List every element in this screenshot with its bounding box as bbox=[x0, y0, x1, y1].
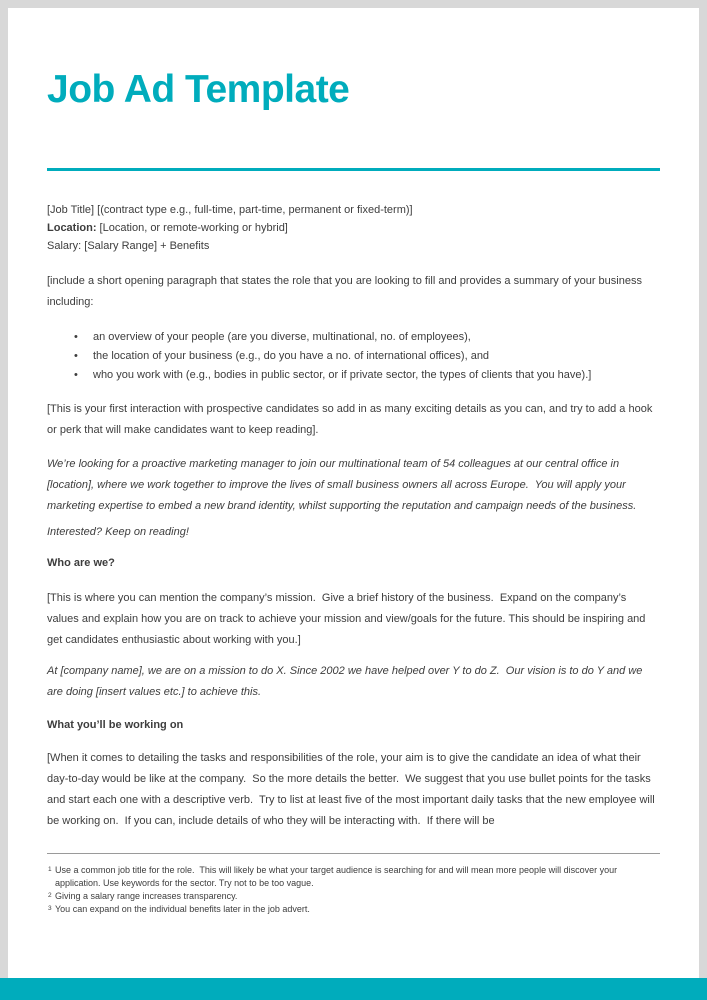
footer-accent-bar bbox=[0, 978, 707, 1000]
who-are-we-heading: Who are we? bbox=[47, 557, 115, 569]
footnote-number: 1 bbox=[48, 866, 52, 873]
location-line bbox=[47, 219, 660, 237]
hook-paragraph: [This is your first interaction with prospective candidates so add in as many exciting details as you can, and try to add a hook or perk that will make candidates want to keep reading]. bbox=[47, 403, 656, 436]
list-item: • an overview of your people (are you diverse, multinational, no. of employees), bbox=[47, 328, 660, 347]
working-on-paragraph: [When it comes to detailing the tasks and responsibilities of the role, your aim is to give the candidate an idea of what their day-to-day would be like at the company. So the more details the better. We suggest that you use bullet points for the tasks and start each one with a descriptive verb. Try to list at least five of the most important daily tasks that the new employee will be working on. If you can, include details of who they will be interacting with. If there will be bbox=[47, 752, 658, 827]
footnote-text: Giving a salary range increases transparency. bbox=[55, 891, 238, 901]
working-on-heading: What you’ll be working on bbox=[47, 719, 184, 731]
footnote-text: You can expand on the individual benefits later in the job advert. bbox=[55, 904, 310, 914]
footnote bbox=[47, 903, 660, 916]
footnote-number: 2 bbox=[48, 892, 52, 899]
list-item: • who you work with (e.g., bodies in public sector, or if private sector, the types of clients that you have).] bbox=[47, 366, 660, 385]
footnotes-block bbox=[47, 853, 660, 916]
page-content bbox=[47, 70, 660, 916]
footnote bbox=[47, 890, 660, 903]
title-divider bbox=[47, 168, 660, 171]
document-page bbox=[8, 8, 699, 979]
job-title-line: [Job Title] [(contract type e.g., full-time, part-time, permanent or fixed-term)] bbox=[47, 204, 413, 216]
salary-line: Salary: [Salary Range] + Benefits bbox=[47, 240, 210, 252]
footnote-text: Use a common job title for the role. This will likely be what your target audience is searching for and will mean more people will discover your application. Use keywords for the sector. Try not to be too vague. bbox=[55, 865, 620, 888]
job-meta-block bbox=[47, 201, 660, 255]
footnote bbox=[47, 864, 660, 890]
list-item: • the location of your business (e.g., do you have a no. of international offices), and bbox=[47, 347, 660, 366]
example-cta-line: Interested? Keep on reading! bbox=[47, 526, 189, 538]
business-summary-list bbox=[47, 328, 660, 385]
location-label: Location: bbox=[47, 222, 97, 234]
example-intro-paragraph: We’re looking for a proactive marketing manager to join our multinational team of 54 colleagues at our central office in [location], where we work together to improve the lives of small business owners all across Europe. You will apply your marketing expertise to embed a new brand identity, whilst supporting the reputation and campaign needs of the business. bbox=[47, 458, 637, 512]
opening-paragraph: [include a short opening paragraph that states the role that you are looking to fill and provides a summary of your business including: bbox=[47, 275, 646, 308]
who-are-we-paragraph: [This is where you can mention the company’s mission. Give a brief history of the business. Expand on the company’s values and explain how you are on track to achieve your mission and view/goals for the future. This should be inspiring and get candidates enthusiastic about working with you.] bbox=[47, 592, 649, 646]
page-title: Job Ad Template bbox=[47, 68, 350, 111]
location-value: [Location, or remote-working or hybrid] bbox=[96, 222, 288, 234]
who-example-paragraph: At [company name], we are on a mission to do X. Since 2002 we have helped over Y to do Z. Our vision is to do Y and we are doing [insert values etc.] to achieve this. bbox=[47, 665, 646, 698]
footnote-number: 3 bbox=[48, 905, 52, 912]
